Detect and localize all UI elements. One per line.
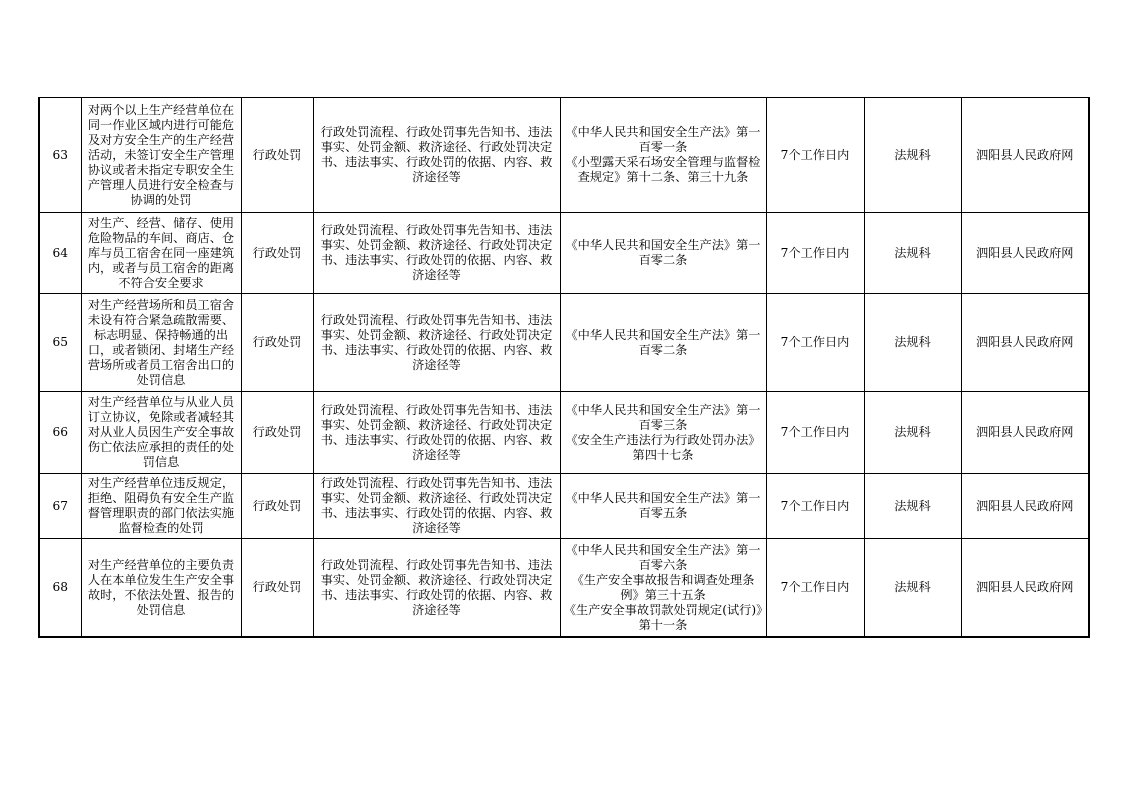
publish-channel: 泗阳县人民政府网 <box>961 213 1089 294</box>
time-limit: 7个工作日内 <box>766 294 864 392</box>
responsible-dept: 法规科 <box>864 294 961 392</box>
table-row <box>39 213 1089 294</box>
row-number: 64 <box>39 213 81 294</box>
category-cell: 行政处罚 <box>241 98 313 213</box>
responsible-dept: 法规科 <box>864 213 961 294</box>
responsible-dept: 法规科 <box>864 539 961 638</box>
legal-basis-line: 《小型露天采石场安全管理与监督检查规定》第十二条、第三十九条 <box>565 155 761 184</box>
disclosure-content: 行政处罚流程、行政处罚事先告知书、违法事实、处罚金额、救济途径、行政处罚决定书、违法事实、行政处罚的依据、内容、救济途径等 <box>313 539 560 638</box>
category-cell: 行政处罚 <box>241 392 313 474</box>
time-limit: 7个工作日内 <box>766 392 864 474</box>
legal-basis-line: 《中华人民共和国安全生产法》第一百零二条 <box>565 327 761 357</box>
item-description: 对生产经营场所和员工宿舍未设有符合紧急疏散需要、标志明显、保持畅通的出口，或者锁闭、封堵生产经营场所或者员工宿舍出口的处罚信息 <box>81 294 241 392</box>
table-row <box>39 98 1089 213</box>
category-cell: 行政处罚 <box>241 539 313 638</box>
row-number: 66 <box>39 392 81 474</box>
table-row <box>39 474 1089 539</box>
row-number: 63 <box>39 98 81 213</box>
legal-basis-line: 《中华人民共和国安全生产法》第一百零二条 <box>565 238 761 267</box>
disclosure-content: 行政处罚流程、行政处罚事先告知书、违法事实、处罚金额、救济途径、行政处罚决定书、违法事实、行政处罚的依据、内容、救济途径等 <box>313 213 560 294</box>
publish-channel: 泗阳县人民政府网 <box>961 98 1089 213</box>
item-description: 对两个以上生产经营单位在同一作业区域内进行可能危及对方安全生产的生产经营活动，未签订安全生产管理协议或者未指定专职安全生产管理人员进行安全检查与协调的处罚 <box>81 98 241 213</box>
disclosure-content: 行政处罚流程、行政处罚事先告知书、违法事实、处罚金额、救济途径、行政处罚决定书、违法事实、行政处罚的依据、内容、救济途径等 <box>313 392 560 474</box>
time-limit: 7个工作日内 <box>766 213 864 294</box>
category-cell: 行政处罚 <box>241 213 313 294</box>
legal-basis <box>560 539 766 638</box>
item-description: 对生产经营单位违反规定，拒绝、阻碍负有安全生产监督管理职责的部门依法实施监督检查的处罚 <box>81 474 241 539</box>
disclosure-content: 行政处罚流程、行政处罚事先告知书、违法事实、处罚金额、救济途径、行政处罚决定书、违法事实、行政处罚的依据、内容、救济途径等 <box>313 98 560 213</box>
table-row <box>39 539 1089 638</box>
legal-basis <box>560 474 766 539</box>
legal-basis-line: 《安全生产违法行为行政处罚办法》第四十七条 <box>565 432 761 462</box>
table-row <box>39 294 1089 392</box>
category-cell: 行政处罚 <box>241 294 313 392</box>
disclosure-table <box>38 97 1090 638</box>
legal-basis <box>560 294 766 392</box>
responsible-dept: 法规科 <box>864 98 961 213</box>
publish-channel: 泗阳县人民政府网 <box>961 539 1089 638</box>
row-number: 68 <box>39 539 81 638</box>
legal-basis <box>560 392 766 474</box>
row-number: 67 <box>39 474 81 539</box>
legal-basis-line: 《生产安全事故报告和调查处理条例》第三十五条 <box>571 572 755 602</box>
time-limit: 7个工作日内 <box>766 474 864 539</box>
legal-basis <box>560 213 766 294</box>
publish-channel: 泗阳县人民政府网 <box>961 294 1089 392</box>
time-limit: 7个工作日内 <box>766 98 864 213</box>
item-description: 对生产经营单位的主要负责人在本单位发生生产安全事故时，不依法处置、报告的处罚信息 <box>81 539 241 638</box>
legal-basis-line: 《中华人民共和国安全生产法》第一百零六条 <box>565 542 761 572</box>
publish-channel: 泗阳县人民政府网 <box>961 474 1089 539</box>
legal-basis-line: 《中华人民共和国安全生产法》第一百零一条 <box>565 125 761 154</box>
disclosure-content: 行政处罚流程、行政处罚事先告知书、违法事实、处罚金额、救济途径、行政处罚决定书、违法事实、行政处罚的依据、内容、救济途径等 <box>313 294 560 392</box>
disclosure-content: 行政处罚流程、行政处罚事先告知书、违法事实、处罚金额、救济途径、行政处罚决定书、违法事实、行政处罚的依据、内容、救济途径等 <box>313 474 560 539</box>
row-number: 65 <box>39 294 81 392</box>
time-limit: 7个工作日内 <box>766 539 864 638</box>
publish-channel: 泗阳县人民政府网 <box>961 392 1089 474</box>
legal-basis-line: 《生产安全事故罚款处罚规定(试行)》第十一条 <box>563 602 763 632</box>
responsible-dept: 法规科 <box>864 474 961 539</box>
item-description: 对生产、经营、储存、使用危险物品的车间、商店、仓库与员工宿舍在同一座建筑内，或者与员工宿舍的距离不符合安全要求 <box>81 213 241 294</box>
table-row <box>39 392 1089 474</box>
responsible-dept: 法规科 <box>864 392 961 474</box>
item-description: 对生产经营单位与从业人员订立协议，免除或者减轻其对从业人员因生产安全事故伤亡依法应承担的责任的处罚信息 <box>81 392 241 474</box>
legal-basis-line: 《中华人民共和国安全生产法》第一百零五条 <box>565 491 761 520</box>
category-cell: 行政处罚 <box>241 474 313 539</box>
legal-basis-line: 《中华人民共和国安全生产法》第一百零三条 <box>565 402 761 432</box>
legal-basis <box>560 98 766 213</box>
